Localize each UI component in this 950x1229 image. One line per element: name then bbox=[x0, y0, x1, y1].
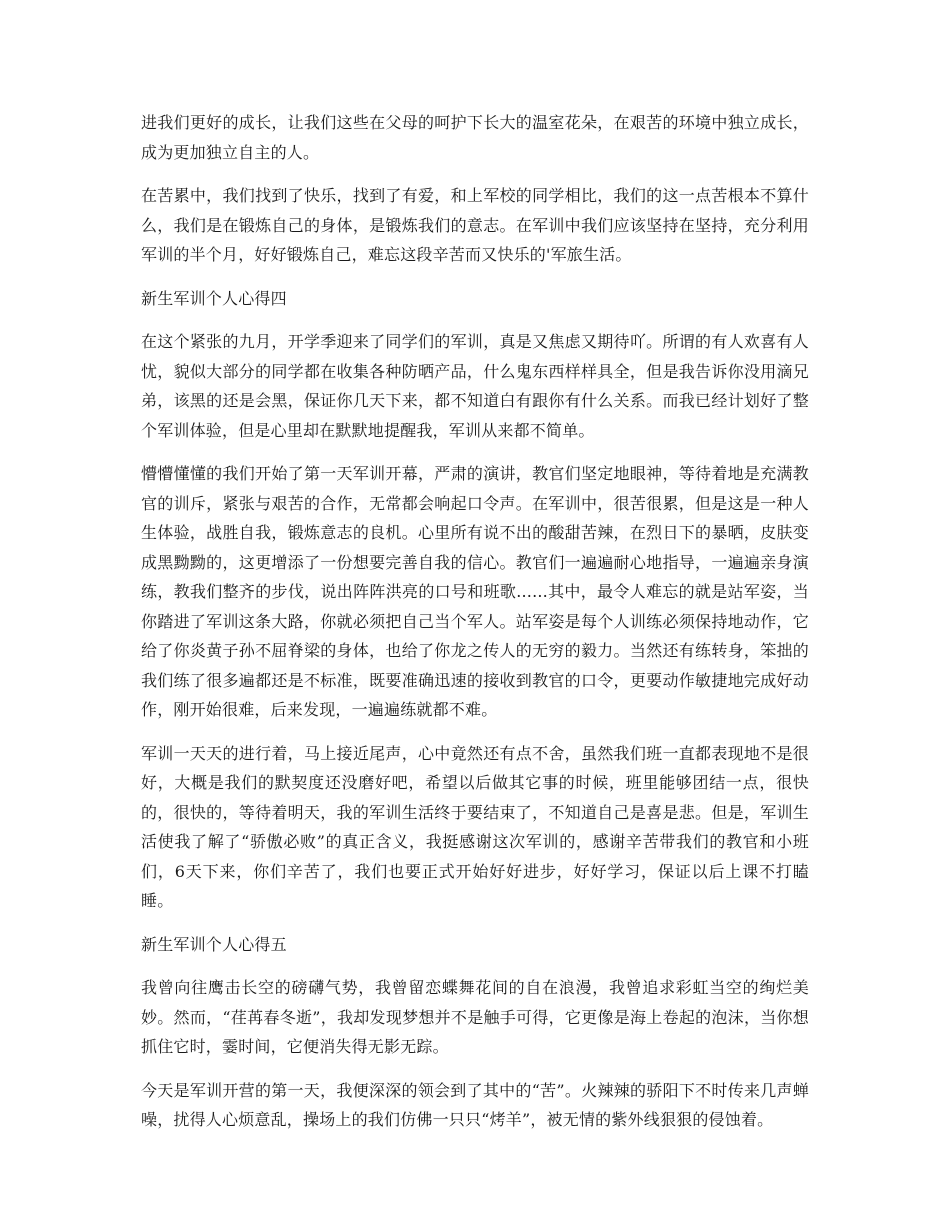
paragraph-4: 懵懵懂懂的我们开始了第一天军训开幕，严肃的演讲，教官们坚定地眼神，等待着地是充满教官的训斥，紧张与艰苦的合作，无常都会响起口令声。在军训中，很苦很累，但是这是一种人生体验，战胜自我，锻炼意志的良机。心里所有说不出的酸甜苦辣，在烈日下的暴晒，皮肤变成黑黝黝的，这更增添了一份想要完善自我的信心。教官们一遍遍耐心地指导，一遍遍亲身演练，教我们整齐的步伐，说出阵阵洪亮的口号和班歌......其中，最令人难忘的就是站军姿，当你踏进了军训这条大路，你就必须把自己当个军人。站军姿是每个人训练必须保持地动作，它给了你炎黄子孙不屈脊梁的身体，也给了你龙之传人的无穷的毅力。当然还有练转身，笨拙的我们练了很多遍都还是不标准，既要准确迅速的接收到教官的口令，更要动作敏捷地完成好动作，刚开始很难，后来发现，一遍遍练就都不难。 bbox=[141, 464, 809, 719]
document-body bbox=[141, 108, 809, 1149]
paragraph-3: 在这个紧张的九月，开学季迎来了同学们的军训，真是又焦虑又期待吖。所谓的有人欢喜有人忧，貌似大部分的同学都在收集各种防晒产品，什么鬼东西样样具全，但是我告诉你没用滴兄弟，该黑的还是会黑，保证你几天下来，都不知道白有跟你有什么关系。而我已经计划好了整个军训体验，但是心里却在默默地提醒我，军训从来都不简单。 bbox=[141, 332, 809, 440]
section-heading-4: 新生军训个人心得四 bbox=[141, 288, 287, 308]
paragraph-6: 我曾向往鹰击长空的磅礴气势，我曾留恋蝶舞花间的自在浪漫，我曾追求彩虹当空的绚烂美妙。然而，“荏苒春冬逝”，我却发现梦想并不是触手可得，它更像是海上卷起的泡沫，当你想抓住它时，霎时间，它便消失得无影无踪。 bbox=[141, 978, 809, 1056]
section-heading-5: 新生军训个人心得五 bbox=[141, 934, 287, 954]
paragraph-5: 军训一天天的进行着，马上接近尾声，心中竟然还有点不舍，虽然我们班一直都表现地不是很好，大概是我们的默契度还没磨好吧，希望以后做其它事的时候，班里能够团结一点，很快的，很快的，等待着明天，我的军训生活终于要结束了，不知道自己是喜是悲。但是，军训生活使我了解了“骄傲必败”的真正含义，我挺感谢这次军训的，感谢辛苦带我们的教官和小班们，6天下来，你们辛苦了，我们也要正式开始好好进步，好好学习，保证以后上课不打瞌睡。 bbox=[141, 743, 809, 910]
paragraph-1: 进我们更好的成长，让我们这些在父母的呵护下长大的温室花朵，在艰苦的环境中独立成长，成为更加独立自主的人。 bbox=[141, 113, 809, 162]
paragraph-2: 在苦累中，我们找到了快乐，找到了有爱，和上军校的同学相比，我们的这一点苦根本不算什么，我们是在锻炼自己的身体，是锻炼我们的意志。在军训中我们应该坚持在坚持，充分利用军训的半个月，好好锻炼自己，难忘这段辛苦而又快乐的'军旅生活。 bbox=[141, 186, 809, 264]
paragraph-7: 今天是军训开营的第一天，我便深深的领会到了其中的“苦”。火辣辣的骄阳下不时传来几声蝉噪，扰得人心烦意乱，操场上的我们仿佛一只只“烤羊”，被无情的紫外线狠狠的侵蚀着。 bbox=[141, 1080, 809, 1129]
